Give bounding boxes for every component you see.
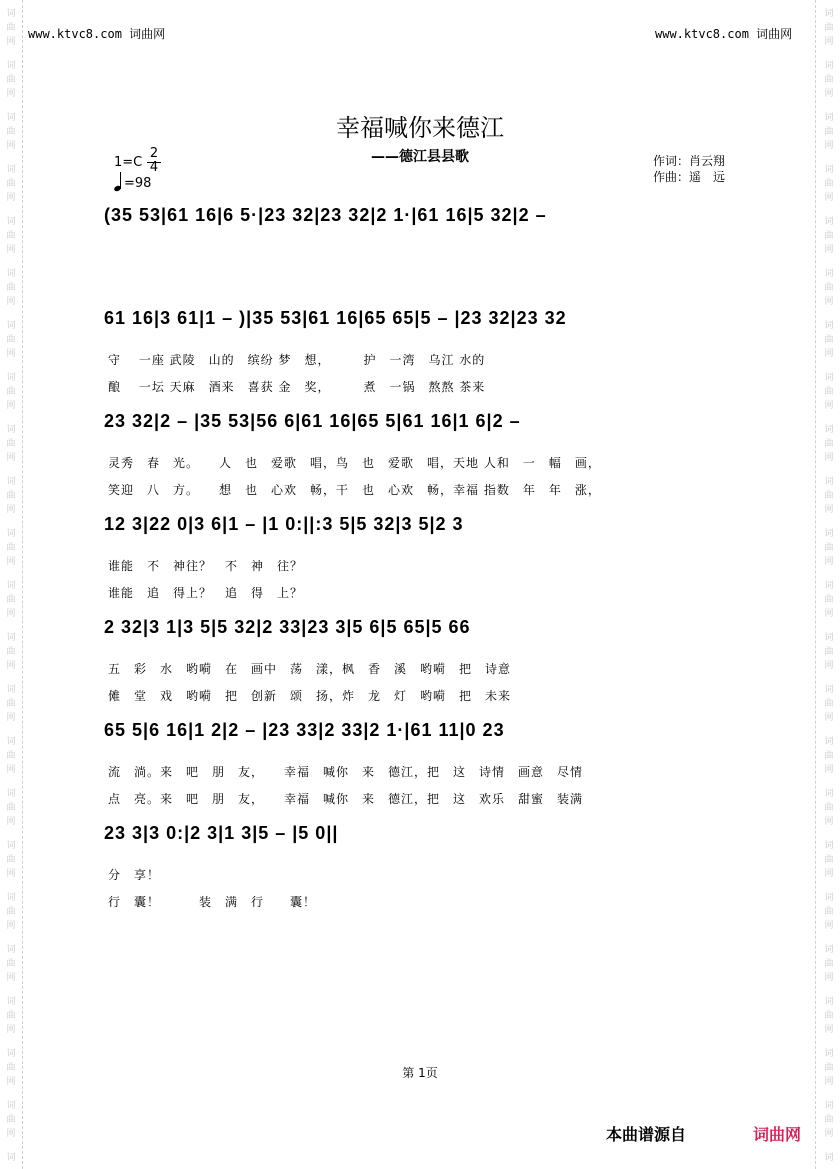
watermark-glyph: 曲: [824, 23, 834, 33]
watermark-glyph: 词: [6, 893, 16, 903]
watermark-glyph: 曲: [824, 1115, 834, 1125]
watermark-glyph: 曲: [6, 335, 16, 345]
meter-divider: [147, 162, 161, 163]
watermark-glyph: 词: [6, 373, 16, 383]
watermark-glyph: 网: [6, 453, 16, 463]
watermark-left: [4, 0, 18, 1169]
watermark-glyph: 曲: [824, 699, 834, 709]
watermark-glyph: 词: [824, 841, 834, 851]
watermark-glyph: 网: [6, 37, 16, 47]
watermark-glyph: 曲: [6, 959, 16, 969]
lyric-line: 守 一座 武陵 山的 缤纷 梦 想， 护 一湾 乌江 水的: [108, 353, 486, 367]
watermark-glyph: 网: [824, 921, 834, 931]
watermark-glyph: 曲: [824, 127, 834, 137]
watermark-glyph: 词: [824, 425, 834, 435]
key-signature: 1=C: [114, 155, 143, 170]
watermark-glyph: 曲: [6, 231, 16, 241]
watermark-glyph: 网: [6, 193, 16, 203]
watermark-glyph: 词: [6, 477, 16, 487]
lyric-line: 酿 一坛 天麻 酒来 喜获 金 奖， 煮 一锅 熬熬 茶来: [108, 380, 486, 394]
watermark-glyph: 曲: [6, 1063, 16, 1073]
watermark-glyph: 词: [6, 1049, 16, 1059]
watermark-glyph: 词: [824, 217, 834, 227]
watermark-glyph: 网: [824, 661, 834, 671]
watermark-glyph: 曲: [824, 335, 834, 345]
watermark-glyph: 词: [824, 893, 834, 903]
lyric-line: 分 享！: [108, 868, 161, 882]
composer: 作曲：遥 远: [653, 170, 726, 184]
watermark-glyph: 网: [824, 245, 834, 255]
source-label: 本曲谱源自: [606, 1125, 687, 1144]
watermark-glyph: 网: [6, 973, 16, 983]
watermark-glyph: 网: [824, 973, 834, 983]
watermark-glyph: 网: [6, 609, 16, 619]
watermark-glyph: 词: [6, 217, 16, 227]
time-signature: [148, 147, 160, 175]
watermark-glyph: 曲: [6, 127, 16, 137]
watermark-glyph: 网: [6, 1077, 16, 1087]
watermark-glyph: 曲: [824, 595, 834, 605]
watermark-glyph: 网: [824, 765, 834, 775]
watermark-glyph: 网: [6, 297, 16, 307]
watermark-glyph: 词: [6, 165, 16, 175]
lyric-line: 行 囊！ 装 满 行 囊！: [108, 895, 317, 909]
watermark-glyph: 网: [6, 765, 16, 775]
song-subtitle: ——德江县县歌: [371, 149, 469, 165]
notation-line: 23 32|2 – |35 53|56 6|61 16|65 5|61 16|1 6|2 –: [104, 411, 521, 431]
watermark-glyph: 网: [824, 349, 834, 359]
watermark-glyph: 词: [824, 633, 834, 643]
watermark-glyph: 词: [824, 789, 834, 799]
watermark-glyph: 词: [6, 1153, 16, 1163]
watermark-glyph: 曲: [6, 699, 16, 709]
watermark-glyph: 曲: [6, 1011, 16, 1021]
watermark-glyph: 网: [6, 869, 16, 879]
watermark-glyph: 曲: [6, 595, 16, 605]
watermark-glyph: 词: [6, 425, 16, 435]
watermark-glyph: 曲: [824, 1011, 834, 1021]
watermark-glyph: 词: [824, 737, 834, 747]
watermark-glyph: 曲: [6, 751, 16, 761]
page-number: 第 1页: [402, 1066, 438, 1080]
watermark-glyph: 曲: [824, 491, 834, 501]
watermark-glyph: 词: [6, 789, 16, 799]
lyric-line: 谁能 不 神往？ 不 神 往？: [108, 559, 304, 573]
watermark-glyph: 曲: [824, 1063, 834, 1073]
watermark-glyph: 曲: [824, 543, 834, 553]
header-right: www.ktvc8.com 词曲网: [655, 27, 793, 41]
notation-line: 65 5|6 16|1 2|2 – |23 33|2 33|2 1·|61 11|0 23: [104, 720, 505, 740]
watermark-glyph: 词: [6, 997, 16, 1007]
watermark-glyph: 曲: [6, 647, 16, 657]
lyric-line: 傩 堂 戏 哟嗬 把 创新 颂 扬，炸 龙 灯 哟嗬 把 未来: [108, 689, 512, 703]
source-site-link[interactable]: 词曲网: [753, 1125, 802, 1144]
watermark-glyph: 词: [824, 113, 834, 123]
watermark-glyph: 曲: [6, 439, 16, 449]
watermark-glyph: 网: [6, 89, 16, 99]
watermark-glyph: 网: [6, 713, 16, 723]
meter-top: 2: [149, 146, 159, 161]
watermark-glyph: 曲: [6, 75, 16, 85]
tempo: =98: [124, 176, 152, 191]
lyric-line: 灵秀 春 光。 人 也 爱歌 唱，鸟 也 爱歌 唱，天地 人和 一 幅 画，: [108, 456, 601, 470]
watermark-glyph: 词: [824, 61, 834, 71]
watermark-glyph: 网: [6, 141, 16, 151]
watermark-glyph: 曲: [6, 1115, 16, 1125]
watermark-glyph: 词: [824, 945, 834, 955]
watermark-glyph: 网: [824, 1077, 834, 1087]
watermark-glyph: 词: [6, 113, 16, 123]
watermark-glyph: 词: [6, 1101, 16, 1111]
notation-line: 23 3|3 0:|2 3|1 3|5 – |5 0||: [104, 823, 339, 843]
header-left: www.ktvc8.com 词曲网: [28, 27, 166, 41]
watermark-glyph: 网: [824, 713, 834, 723]
watermark-glyph: 词: [824, 477, 834, 487]
watermark-glyph: 网: [824, 1129, 834, 1139]
watermark-glyph: 曲: [824, 803, 834, 813]
watermark-glyph: 曲: [824, 439, 834, 449]
watermark-glyph: 网: [824, 401, 834, 411]
watermark-right: [822, 0, 836, 1169]
watermark-glyph: 网: [824, 37, 834, 47]
lyricist: 作词：肖云翔: [653, 154, 726, 168]
watermark-glyph: 词: [824, 165, 834, 175]
notation-line: 61 16|3 61|1 – )|35 53|61 16|65 65|5 – |23 32|23 32: [104, 308, 567, 328]
watermark-glyph: 词: [824, 997, 834, 1007]
watermark-glyph: 网: [824, 869, 834, 879]
watermark-glyph: 词: [6, 945, 16, 955]
watermark-glyph: 曲: [6, 855, 16, 865]
watermark-glyph: 词: [824, 1049, 834, 1059]
watermark-glyph: 网: [6, 245, 16, 255]
lyric-line: 谁能 追 得上？ 追 得 上？: [108, 586, 304, 600]
watermark-glyph: 曲: [824, 959, 834, 969]
watermark-glyph: 词: [824, 685, 834, 695]
watermark-glyph: 曲: [824, 907, 834, 917]
watermark-glyph: 网: [824, 141, 834, 151]
watermark-glyph: 曲: [6, 543, 16, 553]
watermark-glyph: 词: [824, 269, 834, 279]
watermark-glyph: 词: [6, 269, 16, 279]
watermark-glyph: 词: [6, 685, 16, 695]
watermark-glyph: 曲: [6, 23, 16, 33]
watermark-glyph: 曲: [6, 907, 16, 917]
notation-line: 12 3|22 0|3 6|1 – |1 0:||:3 5|5 32|3 5|2 3: [104, 514, 464, 534]
watermark-glyph: 曲: [6, 179, 16, 189]
notation-line: (35 53|61 16|6 5·|23 32|23 32|2 1·|61 16|5 32|2 –: [104, 205, 547, 225]
watermark-glyph: 词: [824, 529, 834, 539]
watermark-glyph: 词: [824, 9, 834, 19]
watermark-glyph: 曲: [824, 855, 834, 865]
lyric-line: 笑迎 八 方。 想 也 心欢 畅，干 也 心欢 畅，幸福 指数 年 年 涨，: [108, 483, 601, 497]
watermark-glyph: 网: [6, 661, 16, 671]
watermark-glyph: 曲: [6, 283, 16, 293]
watermark-glyph: 网: [824, 817, 834, 827]
watermark-glyph: 曲: [824, 387, 834, 397]
watermark-glyph: 词: [6, 581, 16, 591]
meter-bottom: 4: [149, 160, 159, 175]
watermark-glyph: 网: [824, 557, 834, 567]
watermark-glyph: 词: [6, 9, 16, 19]
watermark-glyph: 词: [6, 61, 16, 71]
watermark-glyph: 曲: [824, 179, 834, 189]
song-title: 幸福喊你来德江: [336, 114, 504, 142]
watermark-glyph: 网: [6, 1129, 16, 1139]
watermark-glyph: 网: [6, 921, 16, 931]
watermark-glyph: 词: [6, 633, 16, 643]
margin-line-left: [22, 0, 23, 1169]
watermark-glyph: 网: [824, 1025, 834, 1035]
watermark-glyph: 词: [6, 529, 16, 539]
lyric-line: 五 彩 水 哟嗬 在 画中 荡 漾，枫 香 溪 哟嗬 把 诗意: [108, 662, 512, 676]
watermark-glyph: 曲: [824, 647, 834, 657]
watermark-glyph: 词: [824, 373, 834, 383]
watermark-glyph: 曲: [824, 75, 834, 85]
watermark-glyph: 网: [6, 557, 16, 567]
watermark-glyph: 曲: [824, 231, 834, 241]
margin-line-right: [815, 0, 816, 1169]
watermark-glyph: 网: [6, 1025, 16, 1035]
watermark-glyph: 网: [824, 609, 834, 619]
watermark-glyph: 曲: [6, 491, 16, 501]
watermark-glyph: 曲: [6, 803, 16, 813]
watermark-glyph: 词: [824, 1101, 834, 1111]
lyric-line: 点 亮。来 吧 朋 友， 幸福 喊你 来 德江，把 这 欢乐 甜蜜 装满: [108, 792, 584, 806]
watermark-glyph: 词: [824, 581, 834, 591]
lyric-line: 流 淌。来 吧 朋 友， 幸福 喊你 来 德江，把 这 诗情 画意 尽情: [108, 765, 584, 779]
watermark-glyph: 词: [6, 737, 16, 747]
watermark-glyph: 词: [6, 321, 16, 331]
watermark-glyph: 网: [6, 401, 16, 411]
watermark-glyph: 网: [824, 505, 834, 515]
watermark-glyph: 网: [6, 505, 16, 515]
watermark-glyph: 网: [6, 817, 16, 827]
watermark-glyph: 网: [824, 453, 834, 463]
watermark-glyph: 网: [6, 349, 16, 359]
watermark-glyph: 词: [824, 321, 834, 331]
watermark-glyph: 曲: [824, 283, 834, 293]
watermark-glyph: 网: [824, 193, 834, 203]
watermark-glyph: 曲: [6, 387, 16, 397]
watermark-glyph: 网: [824, 297, 834, 307]
credits: [653, 153, 725, 185]
watermark-glyph: 网: [824, 89, 834, 99]
watermark-glyph: 词: [6, 841, 16, 851]
watermark-glyph: 曲: [824, 751, 834, 761]
watermark-glyph: 词: [824, 1153, 834, 1163]
notation-line: 2 32|3 1|3 5|5 32|2 33|23 3|5 6|5 65|5 66: [104, 617, 471, 637]
